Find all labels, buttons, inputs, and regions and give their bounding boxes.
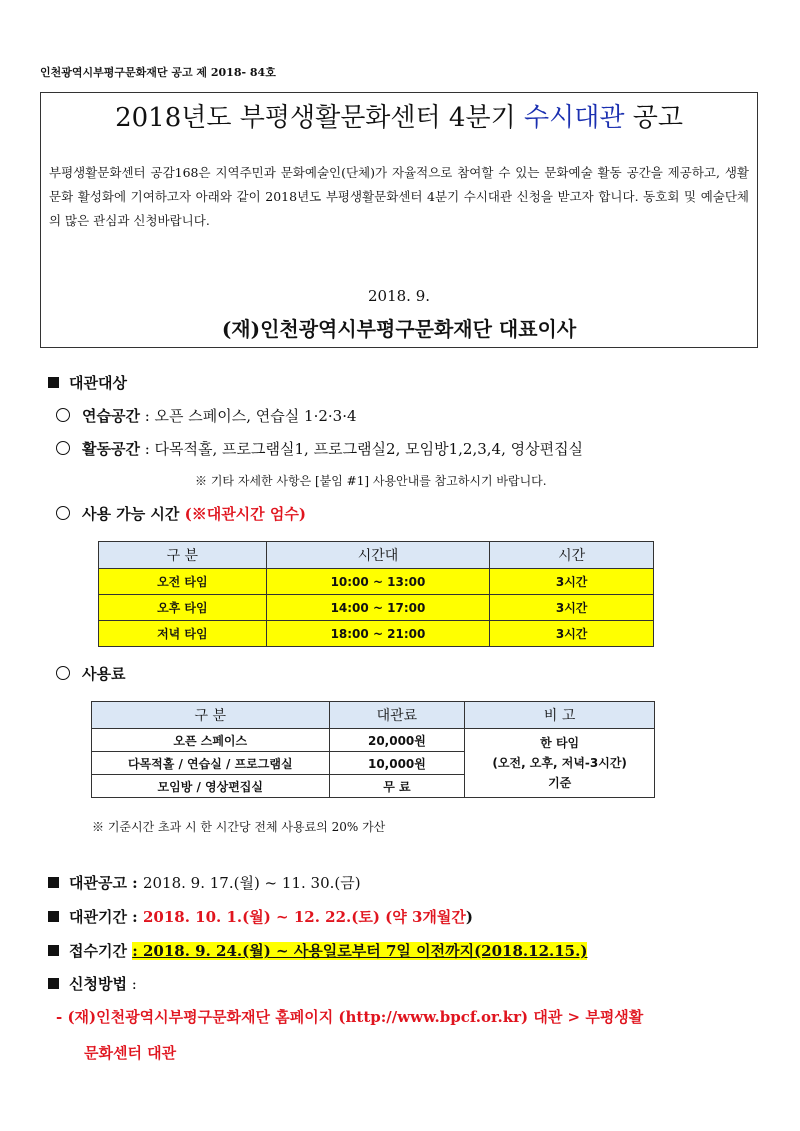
- notice-period-line: [48, 872, 361, 893]
- table-cell: 무 료: [329, 775, 465, 798]
- table-cell: 오후 타임: [99, 595, 267, 621]
- activity-space-value: : 다목적홀, 프로그램실1, 프로그램실2, 모임방1,2,3,4, 영상편집실: [139, 440, 584, 458]
- organization-name: (재)인천광역시부평구문화재단 대표이사: [221, 317, 577, 341]
- page-title: [41, 97, 757, 134]
- table-cell: 3시간: [490, 595, 654, 621]
- circle-bullet-icon: [56, 666, 70, 680]
- table-header-row: [99, 542, 654, 569]
- practice-space-line: [56, 405, 357, 426]
- table-cell: 다목적홀 / 연습실 / 프로그램실: [92, 752, 330, 775]
- table-cell: 20,000원: [329, 729, 465, 752]
- fees-remark-cell: [465, 729, 655, 798]
- table-cell: 오픈 스페이스: [92, 729, 330, 752]
- column-header: 시간: [490, 542, 654, 569]
- intro-paragraph: 부평생활문화센터 공감168은 지역주민과 문화예술인(단체)가 자율적으로 참여할 수 있는 문화예술 활동 공간을 제공하고, 생활문화 활성화에 기여하고자 아래와 같이 2018년도 부평생활문화센터 4분기 수시대관 신청을 받고자 합니다. 동호회 및 예술단체의 많은 관심과 신청바랍니다.: [49, 165, 749, 228]
- rental-period-line: [48, 906, 473, 927]
- square-bullet-icon: [48, 945, 59, 956]
- receipt-period-line: [48, 940, 587, 961]
- table-header-row: [92, 702, 655, 729]
- receipt-period-label: 접수기간: [69, 942, 133, 960]
- table-cell: 저녁 타임: [99, 621, 267, 647]
- practice-space-value: : 오픈 스페이스, 연습실 1·2·3·4: [139, 407, 357, 425]
- square-bullet-icon: [48, 978, 59, 989]
- method-colon: :: [126, 975, 137, 993]
- target-heading: [48, 372, 127, 393]
- notice-period-label: 대관공고 :: [69, 874, 143, 892]
- square-bullet-icon: [48, 877, 59, 888]
- column-header: 비 고: [465, 702, 655, 729]
- target-note: ※ 기타 자세한 사항은 [붙임 #1] 사용안내를 참고하시기 바랍니다.: [195, 474, 547, 488]
- rental-period-label: 대관기간 :: [69, 908, 143, 926]
- column-header: 시간대: [266, 542, 490, 569]
- target-heading-text: 대관대상: [69, 374, 127, 392]
- title-highlight: 수시대관: [523, 103, 625, 133]
- rental-period-value: 2018. 10. 1.(월) ~ 12. 22.(토) (약 3개월간: [142, 908, 466, 926]
- table-cell: 3시간: [490, 621, 654, 647]
- column-header: 구 분: [92, 702, 330, 729]
- remark-line: 한 타임: [540, 736, 580, 750]
- notice-number: 인천광역시부평구문화재단 공고 제 2018- 84호: [40, 66, 276, 79]
- table-cell: 모임방 / 영상편집실: [92, 775, 330, 798]
- remark-line: 기준: [548, 776, 572, 790]
- fees-table: [91, 701, 655, 798]
- activity-space-label: 활동공간: [82, 440, 140, 458]
- fees-note: ※ 기준시간 초과 시 한 시간당 전체 사용료의 20% 가산: [92, 820, 386, 834]
- circle-bullet-icon: [56, 408, 70, 422]
- circle-bullet-icon: [56, 441, 70, 455]
- notice-period-value: 2018. 9. 17.(월) ~ 11. 30.(금): [142, 874, 361, 892]
- activity-space-line: [56, 438, 583, 459]
- table-row: [99, 621, 654, 647]
- remark-line: (오전, 오후, 저녁-3시간): [492, 756, 627, 770]
- title-part1: 2018년도 부평생활문화센터 4분기: [115, 103, 524, 133]
- receipt-period-value: : 2018. 9. 24.(월) ~ 사용일로부터 7일 이전까지(2018.12.15.): [132, 942, 588, 960]
- table-cell: 10,000원: [329, 752, 465, 775]
- rental-period-close: ): [465, 908, 473, 926]
- usage-time-heading: [56, 503, 306, 524]
- usage-time-warning: (※대관시간 엄수): [184, 505, 306, 523]
- method-line: [48, 973, 137, 994]
- header-box: [40, 92, 758, 348]
- practice-space-label: 연습공간: [82, 407, 140, 425]
- square-bullet-icon: [48, 911, 59, 922]
- table-cell: 오전 타임: [99, 569, 267, 595]
- column-header: 대관료: [329, 702, 465, 729]
- square-bullet-icon: [48, 377, 59, 388]
- table-cell: 3시간: [490, 569, 654, 595]
- table-row: [92, 729, 655, 752]
- table-row: [99, 595, 654, 621]
- usage-time-table: [98, 541, 654, 647]
- column-header: 구 분: [99, 542, 267, 569]
- table-cell: 14:00 ~ 17:00: [266, 595, 490, 621]
- usage-time-heading-text: 사용 가능 시간: [82, 505, 185, 523]
- table-cell: 10:00 ~ 13:00: [266, 569, 490, 595]
- method-detail-line2: 문화센터 대관: [84, 1044, 177, 1062]
- fees-heading: [56, 663, 125, 684]
- fees-heading-text: 사용료: [82, 665, 126, 683]
- title-part2: 공고: [624, 103, 683, 133]
- circle-bullet-icon: [56, 506, 70, 520]
- method-label: 신청방법: [69, 975, 127, 993]
- notice-date: 2018. 9.: [367, 287, 431, 305]
- method-detail-line1: - (재)인천광역시부평구문화재단 홈페이지 (http://www.bpcf.or.kr) 대관 > 부평생활: [56, 1008, 644, 1026]
- table-cell: 18:00 ~ 21:00: [266, 621, 490, 647]
- table-row: [99, 569, 654, 595]
